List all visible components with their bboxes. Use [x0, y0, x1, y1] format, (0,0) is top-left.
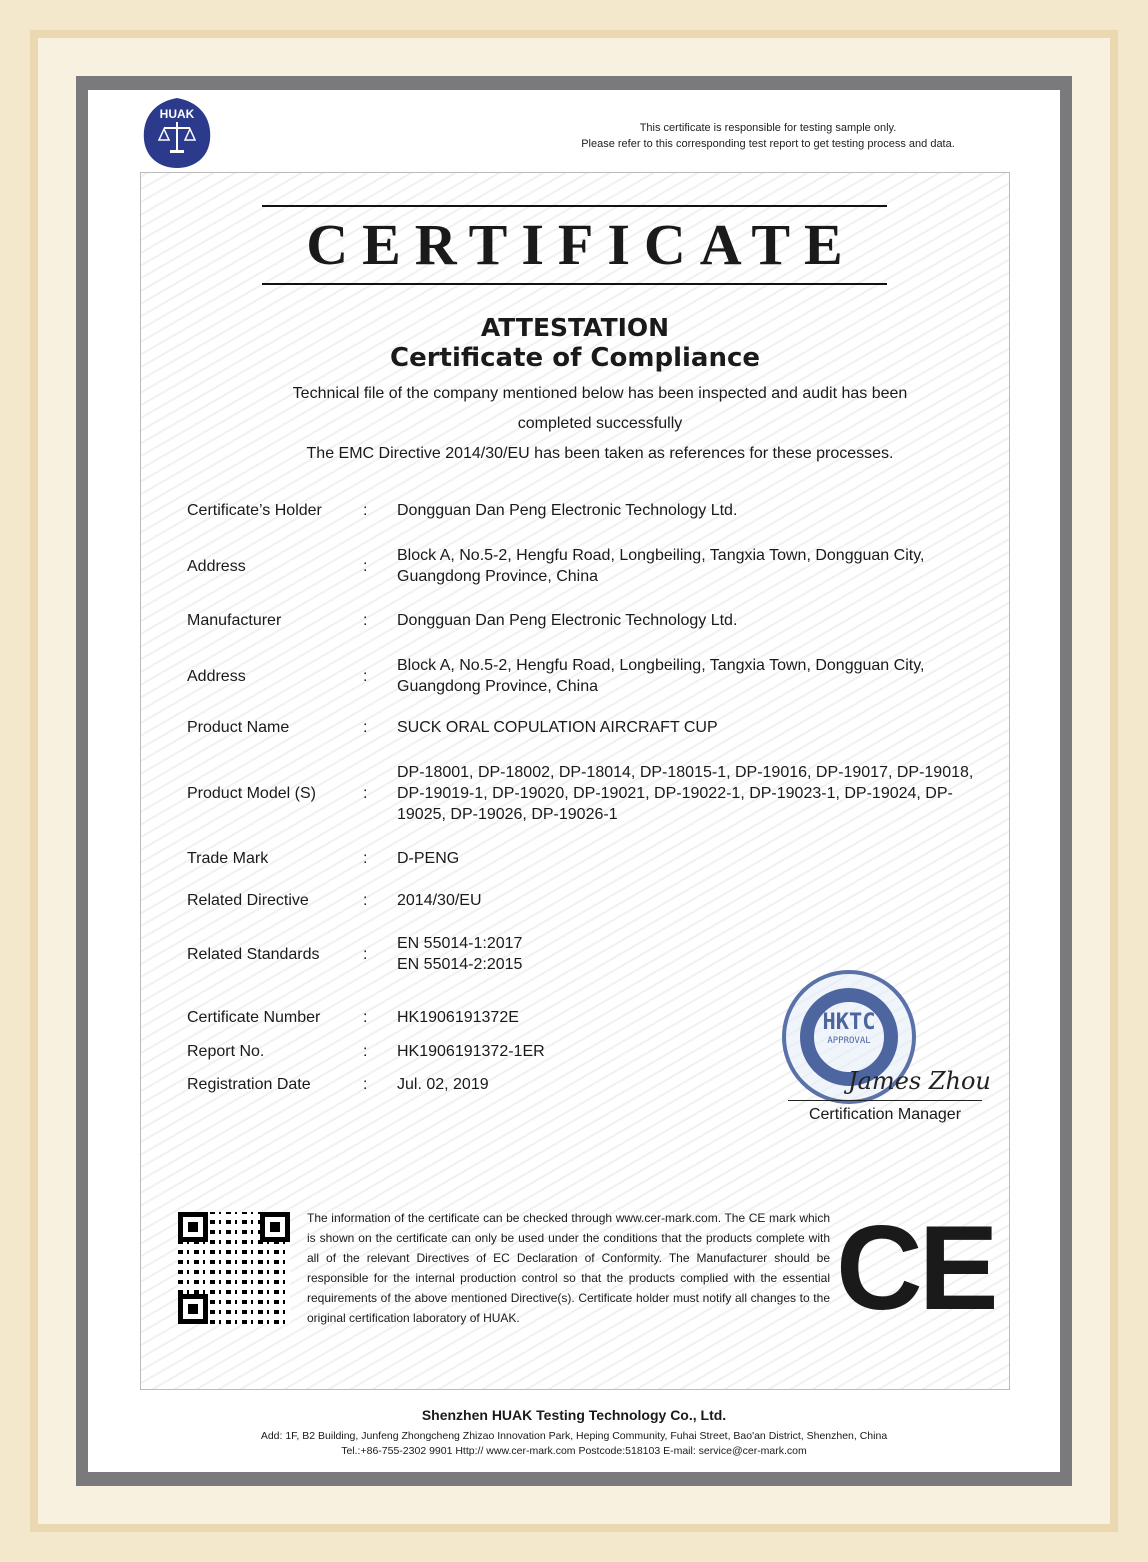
field-row: [187, 655, 997, 697]
field-row: [187, 717, 997, 738]
disclaimer-text: The information of the certificate can be checked through www.cer-mark.com. The CE mark which is shown on the certificate can only be used under the conditions that the products complete with all of the relevant Directives of EC Declaration of Conformity. The Manufacturer should be responsible for the internal production control so that the products complied with the essential requirements of the above mentioned Directive(s). Certificate holder must notify all changes to the original certification laboratory of HUAK.: [307, 1211, 830, 1325]
field-value: D-PENG: [397, 850, 460, 867]
field-colon: :: [363, 892, 368, 909]
field-colon: :: [363, 1043, 368, 1060]
field-value: DP-18001, DP-18002, DP-18014, DP-18015-1, DP-19016, DP-19017, DP-19018, DP-19019-1, DP-19020, DP-19021, DP-19022-1, DP-19023-1, DP-19024, DP-19025, DP-19026, DP-19026-1: [397, 764, 974, 823]
field-row: [187, 610, 997, 631]
field-label: Registration Date: [187, 1076, 311, 1093]
field-colon: :: [363, 945, 368, 963]
field-label: Product Model (S): [187, 785, 316, 802]
intro-line-2: completed successfully: [517, 415, 683, 432]
field-colon: :: [363, 719, 368, 736]
ce-mark: CE: [836, 1201, 995, 1335]
field-value: EN 55014-1:2017 EN 55014-2:2015: [397, 935, 523, 973]
svg-text:HUAK: HUAK: [159, 107, 195, 121]
field-label: Product Name: [187, 719, 290, 736]
field-value: Jul. 02, 2019: [397, 1076, 489, 1093]
compliance-heading: Certificate of Compliance: [389, 343, 761, 373]
field-value: HK1906191372-1ER: [397, 1043, 545, 1060]
field-value: Block A, No.5-2, Hengfu Road, Longbeiling, Tangxia Town, Dongguan City, Guangdong Province, China: [397, 547, 925, 585]
field-colon: :: [363, 850, 368, 867]
field-value: 2014/30/EU: [397, 892, 482, 909]
field-value: HK1906191372E: [397, 1009, 519, 1026]
field-label: Certificate’s Holder: [187, 502, 322, 519]
qr-code[interactable]: [178, 1212, 290, 1324]
field-value: Dongguan Dan Peng Electronic Technology Ltd.: [397, 502, 738, 519]
field-label: Related Directive: [187, 892, 309, 909]
field-value: Block A, No.5-2, Hengfu Road, Longbeiling, Tangxia Town, Dongguan City, Guangdong Province, China: [397, 657, 925, 695]
signature: James Zhou: [848, 1067, 991, 1095]
signature-line: [788, 1100, 982, 1101]
field-label: Address: [187, 667, 246, 685]
field-colon: :: [363, 1076, 368, 1093]
field-value: SUCK ORAL COPULATION AIRCRAFT CUP: [397, 719, 718, 736]
footer-contact: Tel.:+86-755-2302 9901 Http:// www.cer-mark.com Postcode:518103 E-mail: service@cer-mark.com: [341, 1445, 807, 1457]
field-value: Dongguan Dan Peng Electronic Technology Ltd.: [397, 612, 738, 629]
stamp-sub-text: APPROVAL: [827, 1036, 871, 1046]
field-label: Address: [187, 557, 246, 575]
note-line-1: This certificate is responsible for testing sample only.: [639, 122, 897, 134]
field-colon: :: [363, 557, 368, 575]
intro-line-1: Technical file of the company mentioned below has been inspected and audit has been: [292, 385, 908, 402]
note-line-2: Please refer to this corresponding test report to get testing process and data.: [581, 138, 955, 150]
field-colon: :: [363, 612, 368, 629]
field-row: [187, 545, 997, 587]
intro-line-3: The EMC Directive 2014/30/EU has been taken as references for these processes.: [306, 445, 894, 462]
field-label: Trade Mark: [187, 850, 269, 867]
field-row: [187, 500, 997, 521]
certificate-title: CERTIFICATE: [262, 205, 887, 285]
attestation-heading: ATTESTATION: [480, 313, 670, 342]
header-note: [518, 120, 1018, 152]
field-row: [187, 848, 997, 869]
field-row: [187, 890, 997, 911]
field-label: Related Standards: [187, 945, 320, 963]
field-colon: :: [363, 667, 368, 685]
field-row: [187, 762, 997, 825]
huak-logo: [140, 96, 214, 170]
field-colon: :: [363, 502, 368, 519]
field-label: Certificate Number: [187, 1009, 321, 1026]
field-colon: :: [363, 1009, 368, 1026]
stamp-center-text: HKTC: [822, 1010, 876, 1035]
footer-address: Add: 1F, B2 Building, Junfeng Zhongcheng Zhizao Innovation Park, Heping Community, Fuhai Street, Bao'an District, Shenzhen, China: [260, 1430, 888, 1442]
field-label: Report No.: [187, 1043, 265, 1060]
field-label: Manufacturer: [187, 612, 282, 629]
field-colon: :: [363, 785, 368, 802]
signer-title: Certification Manager: [808, 1106, 962, 1123]
field-row: [187, 933, 997, 975]
footer-company: Shenzhen HUAK Testing Technology Co., Ltd.: [421, 1407, 727, 1423]
